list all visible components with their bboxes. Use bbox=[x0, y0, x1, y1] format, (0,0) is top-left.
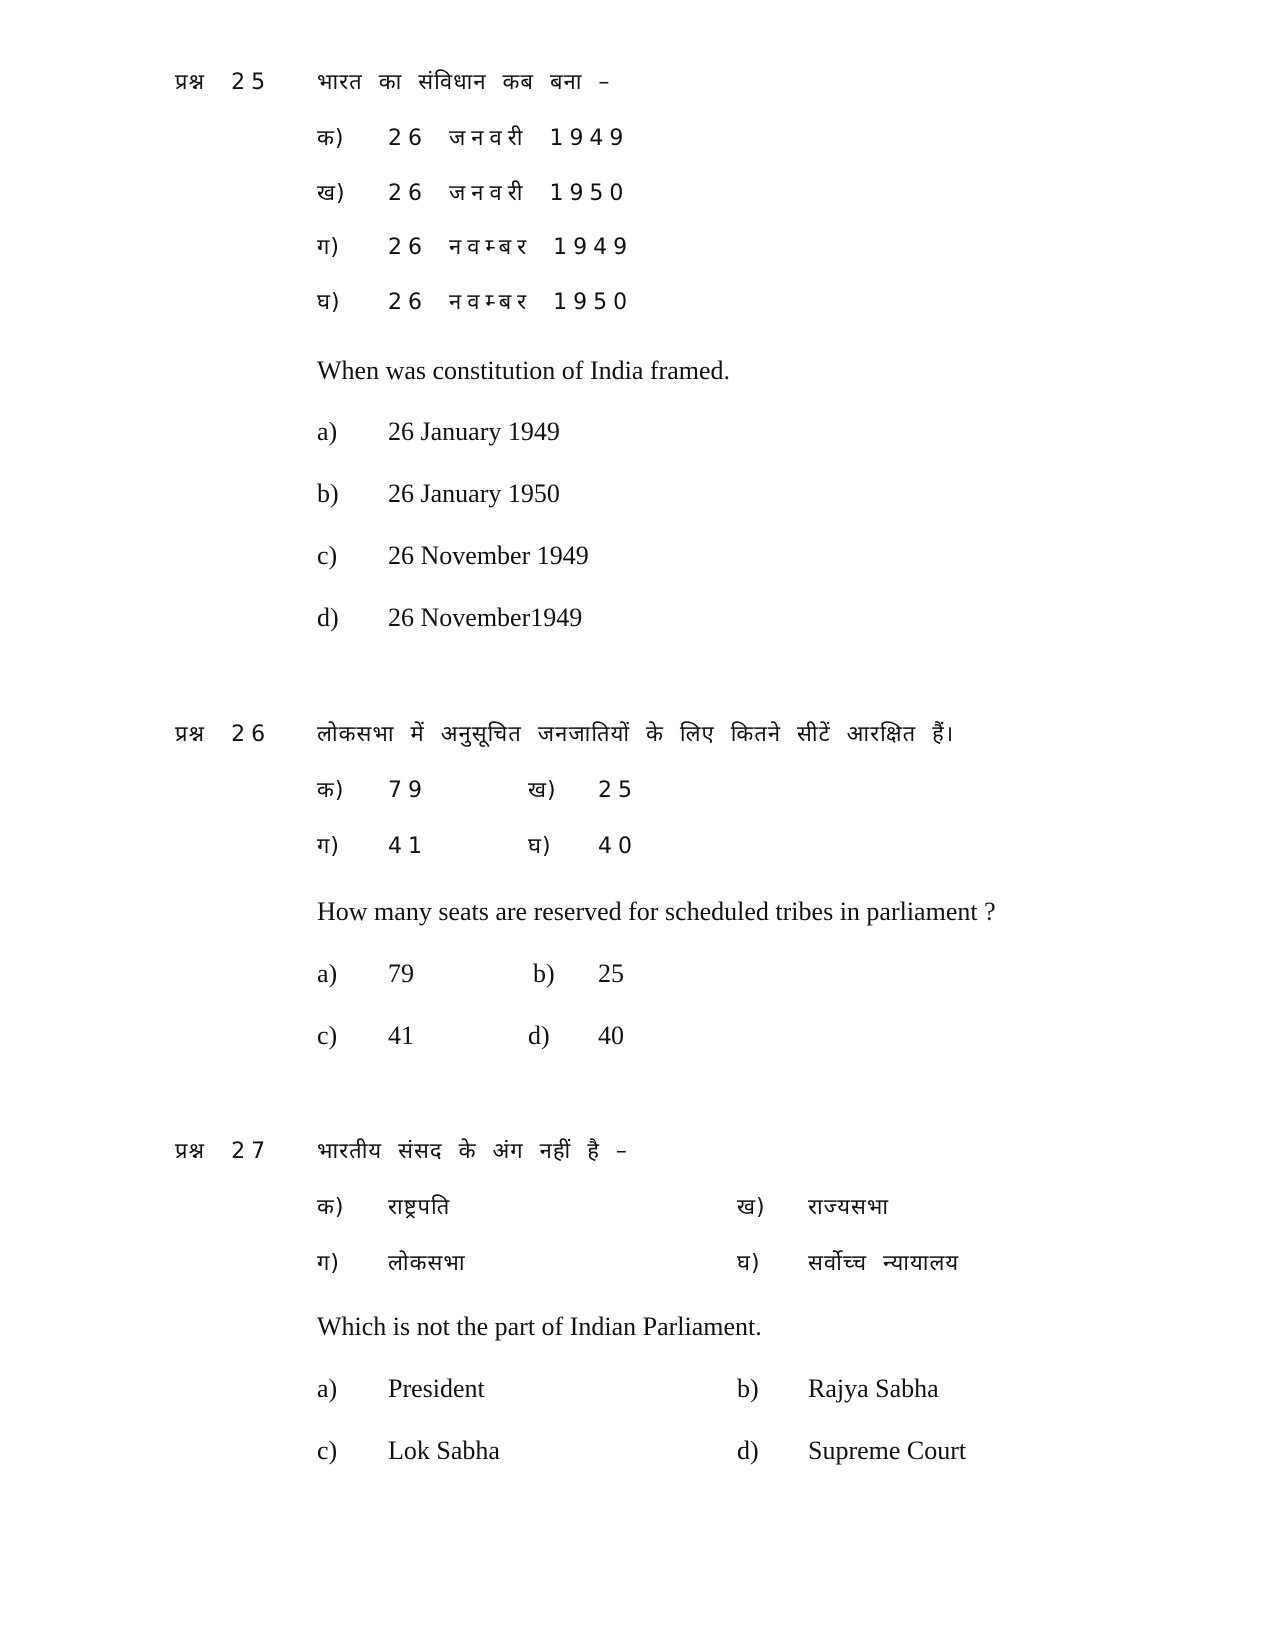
question-word: प्रश्न bbox=[175, 70, 206, 95]
option-key: c) bbox=[317, 1021, 338, 1050]
option-key: d) bbox=[737, 1436, 759, 1465]
option-text: लोकसभा bbox=[388, 1251, 466, 1276]
option-text: 79 bbox=[388, 778, 428, 803]
question-number: 27 bbox=[231, 1139, 272, 1164]
option-key: ख) bbox=[317, 181, 346, 206]
option-key: b) bbox=[533, 959, 555, 988]
option-text: सर्वोच्च न्यायालय bbox=[808, 1251, 960, 1276]
option-key: ग) bbox=[317, 1251, 340, 1276]
question-word: प्रश्न bbox=[175, 1139, 206, 1164]
option-key: a) bbox=[317, 417, 338, 446]
question-text-hi: लोकसभा में अनुसूचित जनजातियों के लिए कितने सीटें आरक्षित हैं। bbox=[317, 722, 955, 747]
option-text: 26 January 1950 bbox=[388, 479, 560, 508]
question-number: 25 bbox=[231, 70, 272, 95]
option-text: 26 November1949 bbox=[388, 603, 583, 632]
option-text: 41 bbox=[388, 834, 428, 859]
option-text: राष्ट्रपति bbox=[388, 1195, 451, 1220]
option-text: 79 bbox=[388, 959, 414, 988]
option-key: घ) bbox=[317, 290, 341, 315]
question-text-en: When was constitution of India framed. bbox=[317, 356, 730, 385]
option-text: Rajya Sabha bbox=[808, 1374, 939, 1403]
option-text: President bbox=[388, 1374, 485, 1403]
option-key: क) bbox=[317, 1195, 345, 1220]
option-text: 26 January 1949 bbox=[388, 417, 560, 446]
option-text: Supreme Court bbox=[808, 1436, 967, 1465]
option-key: घ) bbox=[528, 834, 552, 859]
option-text: 25 bbox=[598, 959, 624, 988]
question-number: 26 bbox=[231, 722, 272, 747]
option-text: 26 जनवरी 1949 bbox=[388, 126, 630, 151]
option-key: c) bbox=[317, 541, 338, 570]
option-key: ख) bbox=[528, 778, 557, 803]
option-key: क) bbox=[317, 778, 345, 803]
option-key: b) bbox=[317, 479, 339, 508]
option-key: d) bbox=[317, 603, 339, 632]
option-text: 26 नवम्बर 1949 bbox=[388, 235, 634, 260]
option-key: b) bbox=[737, 1374, 759, 1403]
option-text: 25 bbox=[598, 778, 638, 803]
option-key: c) bbox=[317, 1436, 338, 1465]
question-text-en: How many seats are reserved for scheduled tribes in parliament ? bbox=[317, 897, 996, 926]
option-text: राज्यसभा bbox=[808, 1195, 890, 1220]
question-label bbox=[175, 1141, 271, 1163]
option-key: d) bbox=[528, 1021, 550, 1050]
question-text-en: Which is not the part of Indian Parliament. bbox=[317, 1312, 762, 1341]
option-text: 41 bbox=[388, 1021, 414, 1050]
option-text: 40 bbox=[598, 834, 638, 859]
option-text: Lok Sabha bbox=[388, 1436, 500, 1465]
option-text: 40 bbox=[598, 1021, 624, 1050]
option-key: क) bbox=[317, 126, 345, 151]
option-text: 26 जनवरी 1950 bbox=[388, 181, 630, 206]
option-key: a) bbox=[317, 1374, 338, 1403]
question-word: प्रश्न bbox=[175, 722, 206, 747]
option-key: a) bbox=[317, 959, 338, 988]
question-text-hi: भारत का संविधान कब बना – bbox=[317, 70, 611, 95]
option-text: 26 नवम्बर 1950 bbox=[388, 290, 634, 315]
question-label bbox=[175, 724, 271, 746]
option-key: ख) bbox=[737, 1195, 766, 1220]
option-key: घ) bbox=[737, 1251, 761, 1276]
option-key: ग) bbox=[317, 235, 340, 260]
question-text-hi: भारतीय संसद के अंग नहीं है – bbox=[317, 1139, 628, 1164]
question-label bbox=[175, 72, 271, 94]
option-text: 26 November 1949 bbox=[388, 541, 589, 570]
option-key: ग) bbox=[317, 834, 340, 859]
